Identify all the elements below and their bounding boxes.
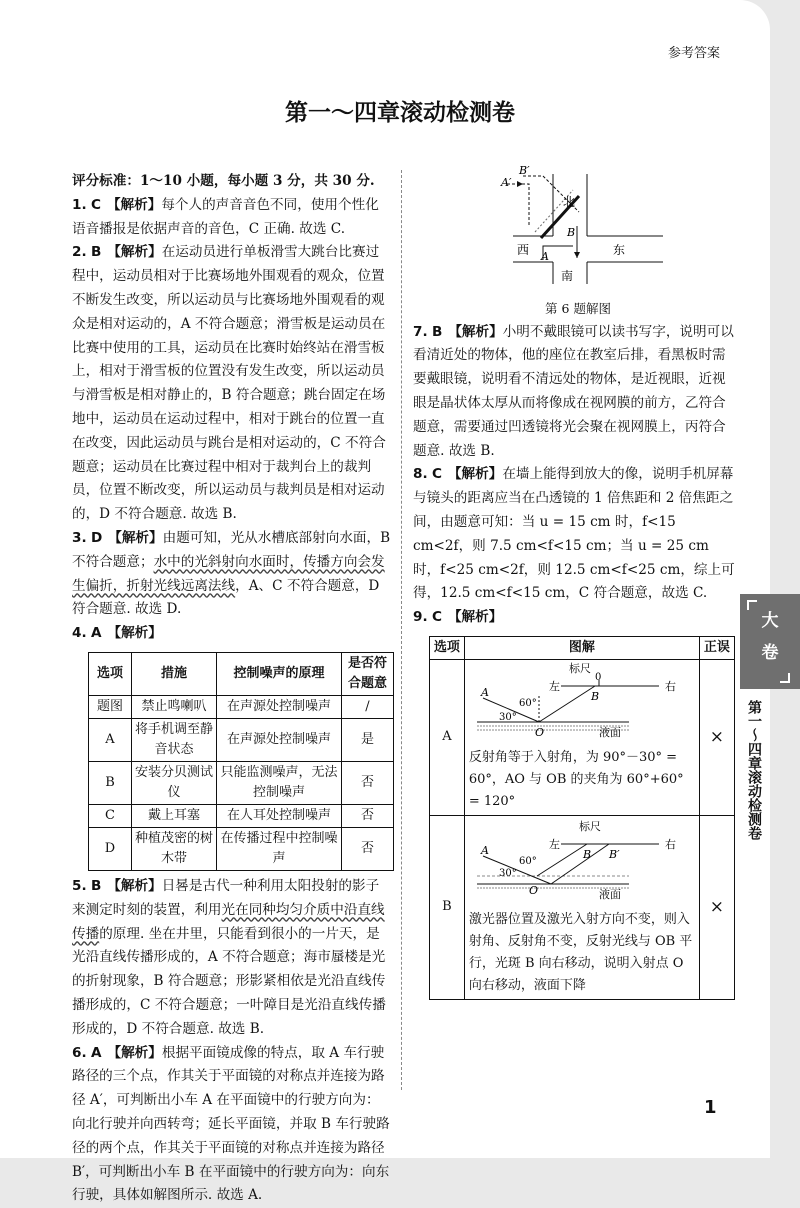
q-key-point: 水中的光斜射向水面时，传播方向会发生偏折，折射光线远离法线: [72, 553, 385, 594]
table-cell: ×: [699, 815, 734, 999]
label-left: 左: [548, 837, 560, 851]
optics-table: [429, 636, 735, 1000]
table-cell: 否: [342, 761, 394, 804]
table-cell: D: [89, 827, 132, 870]
table-header: 控制噪声的原理: [217, 652, 342, 695]
ruler-label: 标尺: [578, 819, 601, 833]
scoring-note: 评分标准：1～10 小题，每小题 3 分，共 30 分.: [72, 173, 375, 189]
question-7: [413, 321, 735, 464]
label-south: 南: [561, 269, 574, 283]
q-tag: 【解析】: [447, 466, 503, 483]
label-a: A: [541, 250, 549, 263]
table-cell: [464, 815, 699, 999]
table-cell: A: [430, 659, 465, 815]
table-cell: 是: [342, 718, 394, 761]
explain-text: 激光器位置及激光入射方向不变，则入射角、反射角不变，反射光线与 OB 平行，光斑 B 向右移动，说明入射点 O 向右移动，液面下降: [468, 911, 693, 993]
label-north: 北: [563, 195, 576, 209]
q-text: 的原理. 坐在井里，只能看到很小的一片天，是光沿直线传播形成的，A 不符合题意；海市蜃楼是光的折射现象，B 符合题意；形影紧相依是光沿直线传播形成的，C 不符合题意；一叶障目是光沿直线传播形成的，D 不符合题意. 故选 B.: [72, 925, 386, 1037]
q-number: 4.: [72, 625, 87, 642]
tab-label: 卷: [761, 643, 779, 663]
explain-text: 反射角等于入射角，为 90°－30° = 60°，AO 与 OB 的夹角为 60°+60° = 120°: [468, 749, 684, 809]
table-cell: B: [430, 815, 465, 999]
q-text: 日晷是古代一种利用太阳投射的影子来测定时刻的装置，利用: [72, 877, 380, 918]
q-number: 5.: [72, 877, 87, 894]
table-cell: [464, 659, 699, 815]
table-row: [89, 761, 394, 804]
q-text: 小明不戴眼镜可以读书写字，说明可以看清近处的物体，他的座位在教室后排，看黑板时需要戴眼镜，说明看不清远处的物体，是近视眼，近视眼是晶状体太厚从而将像成在视网膜的前方，乙符合题意，需要通过凹透镜将光会聚在视网膜上，丙符合题意. 故选 B.: [413, 323, 734, 459]
right-column: [413, 166, 735, 1000]
table-row: [89, 718, 394, 761]
table-cell: 禁止鸣喇叭: [132, 695, 217, 718]
label-b-prime: B′: [608, 847, 620, 861]
reflected-ray: [539, 686, 595, 722]
question-9: [413, 606, 735, 630]
label-a-prime: A′: [501, 176, 512, 189]
table-cell: 种植茂密的树木带: [132, 827, 217, 870]
question-5: [72, 875, 392, 1042]
table-header: 选项: [430, 636, 465, 659]
angle-30: 30°: [498, 711, 517, 723]
question-3: [72, 527, 392, 622]
q-text: 每个人的声音音色不同，使用个性化语音播报是依据声音的音色，C 正确. 故选 C.: [72, 196, 379, 237]
table-header: 选项: [89, 652, 132, 695]
label-b-prime: B′: [519, 166, 530, 177]
q-answer: A: [90, 1044, 102, 1061]
reflected-ray: [537, 844, 587, 876]
ruler-label: 标尺: [568, 661, 591, 675]
q-tag: 【解析】: [107, 244, 162, 261]
q-answer: B: [90, 877, 102, 894]
q-number: 1.: [72, 196, 87, 213]
q-number: 2.: [72, 244, 87, 261]
ruler-zero: 0: [594, 671, 602, 683]
label-left: 左: [548, 679, 560, 693]
label-b: B: [567, 226, 576, 239]
path-a-prime: [507, 184, 529, 226]
question-1: [72, 194, 392, 242]
table-row: [89, 695, 394, 718]
q-key-point: 光在同种均匀介质中沿直线传播: [72, 901, 385, 942]
q-answer: D: [90, 529, 103, 546]
table-cell: /: [342, 695, 394, 718]
table-cell: 将手机调至静音状态: [132, 718, 217, 761]
q-text: 由题可知，光从水槽底部射向水面，B 不符合题意；: [72, 529, 391, 570]
q6-figure: [483, 166, 673, 321]
incident-ray: [483, 856, 551, 884]
reflection-diagram-a: [469, 662, 695, 740]
figure-caption: 第 6 题解图: [545, 300, 611, 316]
label-o: O: [528, 883, 538, 897]
table-header: 正误: [699, 636, 734, 659]
q-answer: C: [431, 466, 442, 483]
q-number: 7.: [413, 323, 428, 340]
header-label: 参考答案: [667, 46, 720, 61]
q-answer: A: [90, 625, 102, 642]
reflection-diagram-b: [469, 818, 695, 902]
q-answer: B: [90, 244, 102, 261]
label-right: 右: [664, 837, 676, 851]
liquid-label: 液面: [598, 887, 621, 901]
tab-bracket: [780, 673, 790, 683]
table-cell: 题图: [89, 695, 132, 718]
q-tag: 【解析】: [448, 323, 503, 340]
page-number: 1: [704, 1097, 717, 1118]
q-answer: C: [431, 609, 442, 626]
table-row: [89, 827, 394, 870]
table-row: [430, 815, 735, 999]
tab-label: 大: [761, 611, 779, 631]
table-cell: 只能监测噪声，无法控制噪声: [217, 761, 342, 804]
table-cell: ×: [699, 659, 734, 815]
table-header: 是否符合题意: [342, 652, 394, 695]
table-cell: C: [89, 804, 132, 827]
mirror-diagram: [483, 166, 673, 286]
table-row: [430, 659, 735, 815]
table-cell: B: [89, 761, 132, 804]
angle-60: 60°: [518, 855, 537, 867]
table-cell: 否: [342, 827, 394, 870]
q-text: 在运动员进行单板滑雪大跳台比赛过程中，运动员相对于比赛场地外围观看的观众，位置不断发生改变，所以运动员与比赛场地外围观看的观众是相对运动的，A 不符合题意；滑雪板是运动员在比赛中使用的工具，运动员在比赛时始终站在滑雪板上，相对于滑雪板的位置没有发生改变，所以运动员与滑雪板是相对静止的，B 符合题意；跳台固定在场地中，运动员在运动过程中，相对于跳台的位置一直在改变，因此运动员与跳台是相对运动的，C 不符合题意；运动员在比赛过程中相对于裁判台上的裁判员，位置不断改变，所以运动员与裁判员是相对运动的，D 不符合题意. 故选 B.: [72, 244, 386, 523]
label-west: 西: [517, 243, 530, 257]
q-number: 6.: [72, 1044, 87, 1061]
table-header-row: [89, 652, 394, 695]
table-cell: 戴上耳塞: [132, 804, 217, 827]
section-tab: [740, 594, 800, 689]
label-b: B: [590, 689, 599, 703]
q-text: 根据平面镜成像的特点，取 A 车行驶路径的三个点，作其关于平面镜的对称点并连接为路径 A′，可判断出小车 A 在平面镜中的行驶方向为：向北行驶并向西转弯；延长平面镜，并取 B 车行驶路径的两个点，作其关于平面镜的对称点并连接为路径 B′，可判断出小车 B 在平面镜中的行驶方向为：向东行驶，具体如解图所示. 故选 A.: [72, 1044, 390, 1204]
q-tag: 【解析】: [106, 196, 162, 213]
label-right: 右: [664, 679, 676, 693]
angle-30: 30°: [498, 867, 517, 879]
table-row: [89, 804, 394, 827]
arrow: [517, 181, 523, 187]
question-6: [72, 1042, 392, 1208]
table-cell: 在人耳处控制噪声: [217, 804, 342, 827]
label-b: B: [582, 847, 591, 861]
table-header: 措施: [132, 652, 217, 695]
table-cell: 在传播过程中控制噪声: [217, 827, 342, 870]
table-cell: 在声源处控制噪声: [217, 718, 342, 761]
column-divider: [401, 170, 402, 1090]
label-a: A: [480, 685, 489, 699]
q-number: 9.: [413, 609, 428, 626]
q-text: ，A、C 不符合题意，D 符合题意. 故选 D.: [72, 577, 380, 618]
table-cell: A: [89, 718, 132, 761]
question-8: [413, 463, 735, 606]
angle-60: 60°: [518, 697, 537, 709]
table-cell: 在声源处控制噪声: [217, 695, 342, 718]
noise-table: [88, 652, 394, 871]
question-2: [72, 241, 392, 527]
q-number: 8.: [413, 466, 428, 483]
q-tag: 【解析】: [107, 625, 162, 642]
table-cell: 否: [342, 804, 394, 827]
q-answer: B: [431, 323, 443, 340]
table-cell: 安装分贝测试仪: [132, 761, 217, 804]
arrow: [574, 252, 580, 258]
label-east: 东: [613, 243, 626, 257]
question-4: [72, 622, 392, 646]
q-number: 3.: [72, 529, 87, 546]
q-tag: 【解析】: [447, 609, 503, 626]
side-vertical-title: 第一～四章滚动检测卷: [746, 700, 762, 840]
page-title: 第一～四章滚动检测卷: [285, 100, 515, 126]
q-tag: 【解析】: [107, 877, 162, 894]
q-tag: 【解析】: [108, 529, 163, 546]
table-header: 图解: [464, 636, 699, 659]
label-a: A: [480, 843, 489, 857]
left-column: [72, 170, 392, 1208]
q-answer: C: [90, 196, 101, 213]
q-tag: 【解析】: [107, 1044, 162, 1061]
q-text: 在墙上能得到放大的像，说明手机屏幕与镜头的距离应当在凸透镜的 1 倍焦距和 2 倍焦距之间，由题意可知：当 u = 15 cm 时，f<15 cm<2f，则 7.5 cm<f<15 cm；当 u = 25 cm 时，f<25 cm<2f，则 12.5 cm<f<25 cm，综上可得，12.5 cm<f<15 cm，C 符合题意，故选 C.: [413, 466, 735, 602]
table-header-row: [430, 636, 735, 659]
liquid-label: 液面: [598, 725, 621, 739]
label-o: O: [534, 725, 544, 739]
